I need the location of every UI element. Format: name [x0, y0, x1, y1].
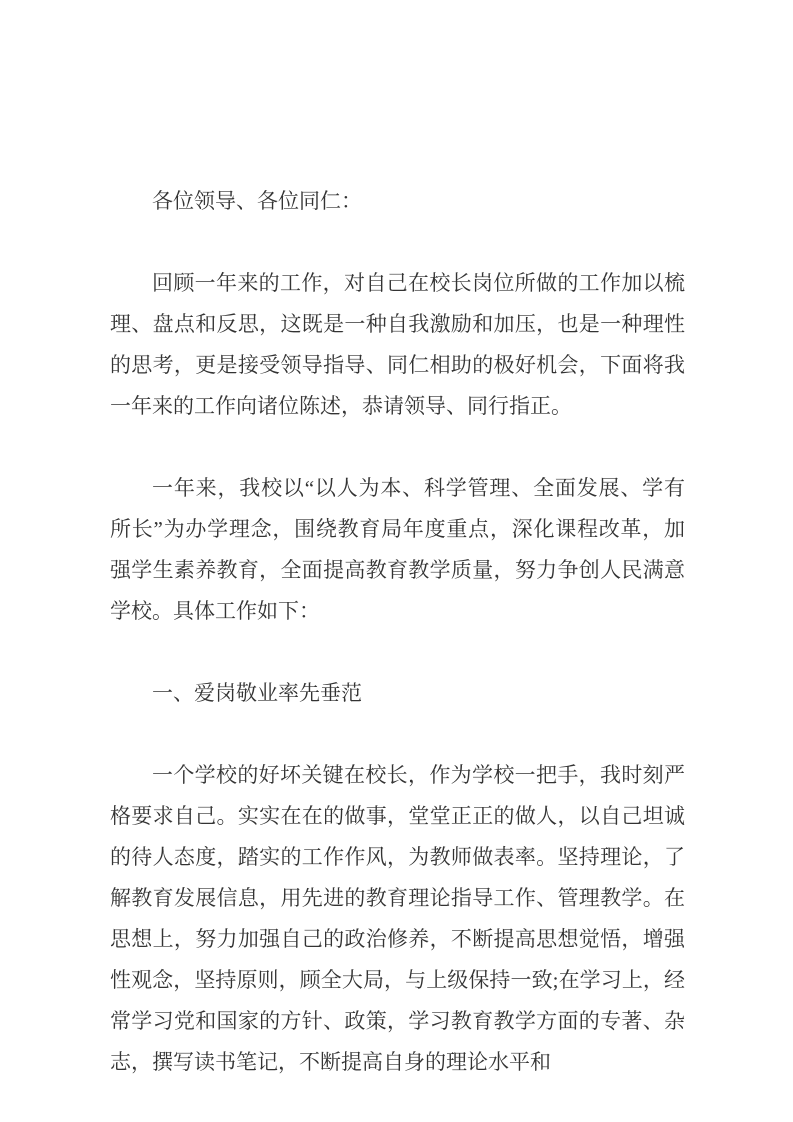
document-body: [110, 181, 685, 1083]
section-heading: 一、爱岗敬业率先垂范: [152, 681, 362, 705]
salutation-line: 各位领导、各位同仁：: [152, 189, 362, 213]
body-paragraph: 回顾一年来的工作，对自己在校长岗位所做的工作加以梳理、盘点和反思，这既是一种自我激励和加压，也是一种理性的思考，更是接受领导指导、同仁相助的极好机会，下面将我一年来的工作向诸位陈述，恭请领导、同行指正。: [110, 271, 685, 418]
body-paragraph: 一个学校的好坏关键在校长，作为学校一把手，我时刻严格要求自己。实实在在的做事，堂堂正正的做人，以自己坦诚的待人态度，踏实的工作作风，为教师做表率。坚持理论，了解教育发展信息，用先进的教育理论指导工作、管理教学。在思想上，努力加强自己的政治修养，不断提高思想觉悟，增强性观念，坚持原则，顾全大局，与上级保持一致;在学习上，经常学习党和国家的方针、政策，学习教育教学方面的专著、杂志，撰写读书笔记，不断提高自身的理论水平和: [110, 763, 685, 1074]
body-paragraph: 一年来，我校以“以人为本、科学管理、全面发展、学有所长”为办学理念，围绕教育局年度重点，深化课程改革，加强学生素养教育，全面提高教育教学质量，努力争创人民满意学校。具体工作如下：: [110, 476, 685, 623]
